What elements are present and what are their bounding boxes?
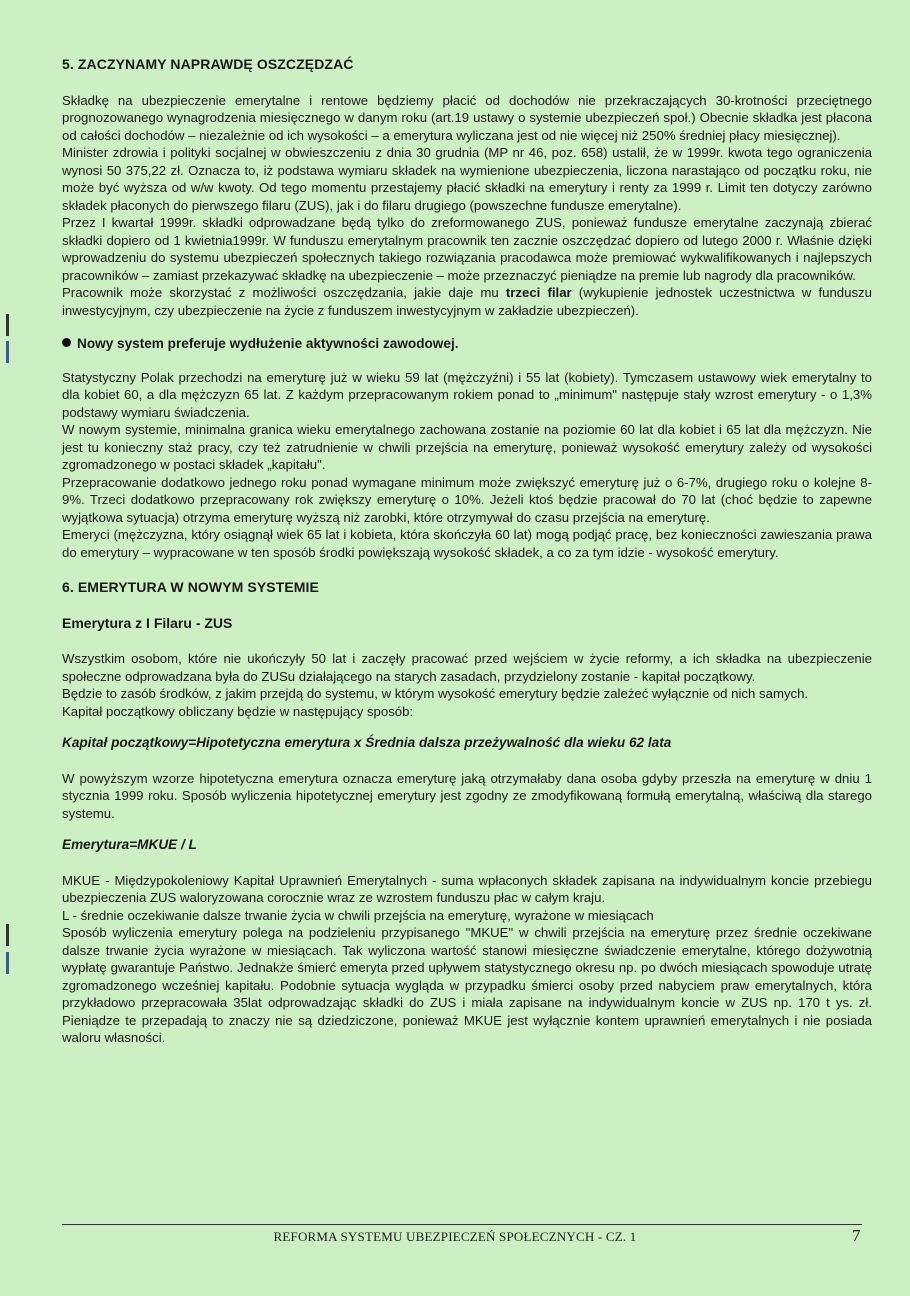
paragraph-text: Pracownik może skorzystać z możliwości oszczędzania, jakie daje mu xyxy=(62,285,506,300)
subsection-heading: Emerytura z I Filaru - ZUS xyxy=(62,614,233,631)
footer-title: REFORMA SYSTEMU UBEZPIECZEŃ SPOŁECZNYCH - CZ. 1 xyxy=(273,1229,637,1244)
formula-initial-capital: Kapitał początkowy=Hipotetyczna emerytura x Średnia dalsza przeżywalność dla wieku 62 lata xyxy=(62,735,672,750)
document-page xyxy=(62,44,872,1047)
section-5-heading: 5. ZACZYNAMY NAPRAWDĘ OSZCZĘDZAĆ xyxy=(62,56,354,72)
paragraph: Kapitał początkowy obliczany będzie w następujący sposób: xyxy=(62,703,414,719)
third-pillar-term: trzeci filar xyxy=(505,285,572,300)
margin-mark xyxy=(6,314,9,336)
paragraph: Będzie to zasób środków, z jakim przejdą do systemu, w którym wysokość emerytury będzie zależeć wyłącznie od nich samych. xyxy=(62,686,809,701)
bullet-heading-text: Nowy system preferuje wydłużenie aktywności zawodowej. xyxy=(77,336,459,351)
section-6-heading: 6. EMERYTURA W NOWYM SYSTEMIE xyxy=(62,579,319,595)
paragraph: Przepracowanie dodatkowo jednego roku ponad wymagane minimum może zwiększyć emeryturę już o 6-7%, drugiego roku o kolejne 8-9%. Trzeci dodatkowo przepracowany rok zwiększy emeryturę o 10%. Jeżeli ktoś będzie pracował do 70 lat (choć będzie to zapewne wyjątkowa sytuacja) otrzyma emeryturę wyższą niż zarobki, które otrzymywał do czasu przejścia na emeryturę. xyxy=(62,474,872,525)
paragraph: Sposób wyliczenia emerytury polega na podzieleniu przypisanego "MKUE" w chwili przejścia na emeryturę przez średnie oczekiwane dalsze trwanie życia wyrażone w miesiącach. Tak wyliczona wartość stanowi miesięczne świadczenie emerytalne, którego dożywotnią wypłatę gwarantuje Państwo. Jednakże śmierć emeryta przed upływem statystycznego okresu np. po dwóch miesiącach spowoduje utratę zgromadzonego wcześniej kapitału. Podobnie sytuacja wygląda w przypadku śmierci osoby przed nabyciem praw emerytalnych, która przykładowo przepracowała 35lat odprowadzając składki do ZUS i miała zapisane na indywidualnym koncie w ZUS np. 170 t ys. zł. Pieniądze te przepadają to znaczy nie są dziedziczone, ponieważ MKUE jest wyłącznie kontem uprawnień emerytalnych i nie posiada waloru własności. xyxy=(62,925,872,1045)
paragraph: Statystyczny Polak przechodzi na emeryturę już w wieku 59 lat (mężczyźni) i 55 lat (kobiety). Tymczasem ustawowy wiek emerytalny to dla kobiet 60, a dla mężczyzn 65 lat. Z każdym przepracowanym rokiem ponad to „minimum" następuje stały wzrost emerytury - o 1,3% podstawy wymiaru świadczenia. xyxy=(62,369,872,420)
paragraph: Przez I kwartał 1999r. składki odprowadzane będą tylko do zreformowanego ZUS, ponieważ fundusze emerytalne zaczynają zbierać składki dopiero od 1 kwietnia1999r. W funduszu emerytalnym pracownik ten zacznie oszczędzać dopiero od lutego 2000 r. Właśnie dzięki wprowadzeniu do systemu ubezpieczeń społecznych takiego rozwiązania pracodawca może premiować wykwalifikowanych i najlepszych pracowników – zamiast przekazywać składkę na ubezpieczenie – może przeznaczyć pieniądze na premie lub nagrody dla pracowników. xyxy=(62,215,872,283)
paragraph: L - średnie oczekiwanie dalsze trwanie życia w chwili przejścia na emeryturę, wyrażone w miesiącach xyxy=(62,907,654,923)
paragraph: Wszystkim osobom, które nie ukończyły 50 lat i zaczęły pracować przed wejściem w życie reformy, a ich składka na ubezpieczenie społeczne odprowadzana była do ZUSu działającego na starych zasadach, przydzielony zostanie - kapitał początkowy. xyxy=(62,651,872,684)
paragraph-text: (wykupienie jednostek uczestnictwa w funduszu inwestycyjnym, czy ubezpieczenie na życie z funduszem inwestycyjnym w zakładzie ubezpieczeń). xyxy=(62,285,872,318)
margin-mark xyxy=(6,924,9,946)
formula-pension: Emerytura=MKUE / L xyxy=(62,837,197,852)
paragraph: MKUE - Międzypokoleniowy Kapitał Uprawnień Emerytalnych - suma wpłaconych składek zapisana na indywidualnym koncie przebiegu ubezpieczenia ZUS waloryzowana corocznie wraz ze wzrostem funduszu płac w całym kraju. xyxy=(62,872,872,905)
paragraph: W powyższym wzorze hipotetyczna emerytura oznacza emeryturę jaką otrzymałaby dana osoba gdyby przeszła na emeryturę w dniu 1 stycznia 1999 roku. Sposób wyliczenia hipotetycznej emerytury jest zgodny ze zmodyfikowaną formułą emerytalną, właściwą dla starego systemu. xyxy=(62,770,872,821)
bullet-heading xyxy=(62,335,872,353)
margin-mark xyxy=(6,341,9,363)
paragraph: Emeryci (mężczyzna, który osiągnął wiek 65 lat i kobieta, która skończyła 60 lat) mogą podjąć pracę, bez konieczności zawieszania prawa do emerytury – wypracowane w ten sposób środki powiększają wysokość składek, a co za tym idzie - wysokość emerytury. xyxy=(62,527,872,560)
margin-mark xyxy=(6,952,9,974)
paragraph: Składkę na ubezpieczenie emerytalne i rentowe będziemy płacić od dochodów nie przekraczających 30-krotności przeciętnego prognozowanego wynagrodzenia miesięcznego w danym roku (art.19 ustawy o systemie ubezpieczeń społ.) Obecnie składka jest płacona od całości dochodów – niezależnie od ich wysokości – a emerytura wyliczana jest od nie więcej niż 250% średniej płacy miesięcznej). xyxy=(62,92,872,143)
footer-divider xyxy=(62,1224,862,1225)
paragraph: W nowym systemie, minimalna granica wieku emerytalnego zachowana zostanie na poziomie 60 lat dla kobiet i 65 lat dla mężczyzn. Nie jest tu konieczny staż pracy, czy też zatrudnienie w chwili przejścia na emeryturę, ponieważ wysokość emerytury zależy od wysokości zgromadzonego w postaci składek „kapitału". xyxy=(62,422,872,472)
paragraph xyxy=(62,284,872,319)
page-number: 7 xyxy=(852,1226,861,1245)
paragraph: Minister zdrowia i polityki socjalnej w obwieszczeniu z dnia 30 grudnia (MP nr 46, poz. 658) ustalił, że w 1999r. kwota tego ograniczenia wynosi 50 375,22 zł. Oznacza to, iż podstawa wymiaru składek na wymienione ubezpieczenia, liczona narastająco od początku roku, nie może być wyższa od w/w kwoty. Od tego momentu przestajemy płacić składki na emerytury i renty za 1999 r. Limit ten dotyczy zarówno składek płaconych do pierwszego filaru (ZUS), jak i do filaru drugiego (powszechne fundusze emerytalne). xyxy=(62,145,872,213)
bullet-icon xyxy=(62,338,71,347)
